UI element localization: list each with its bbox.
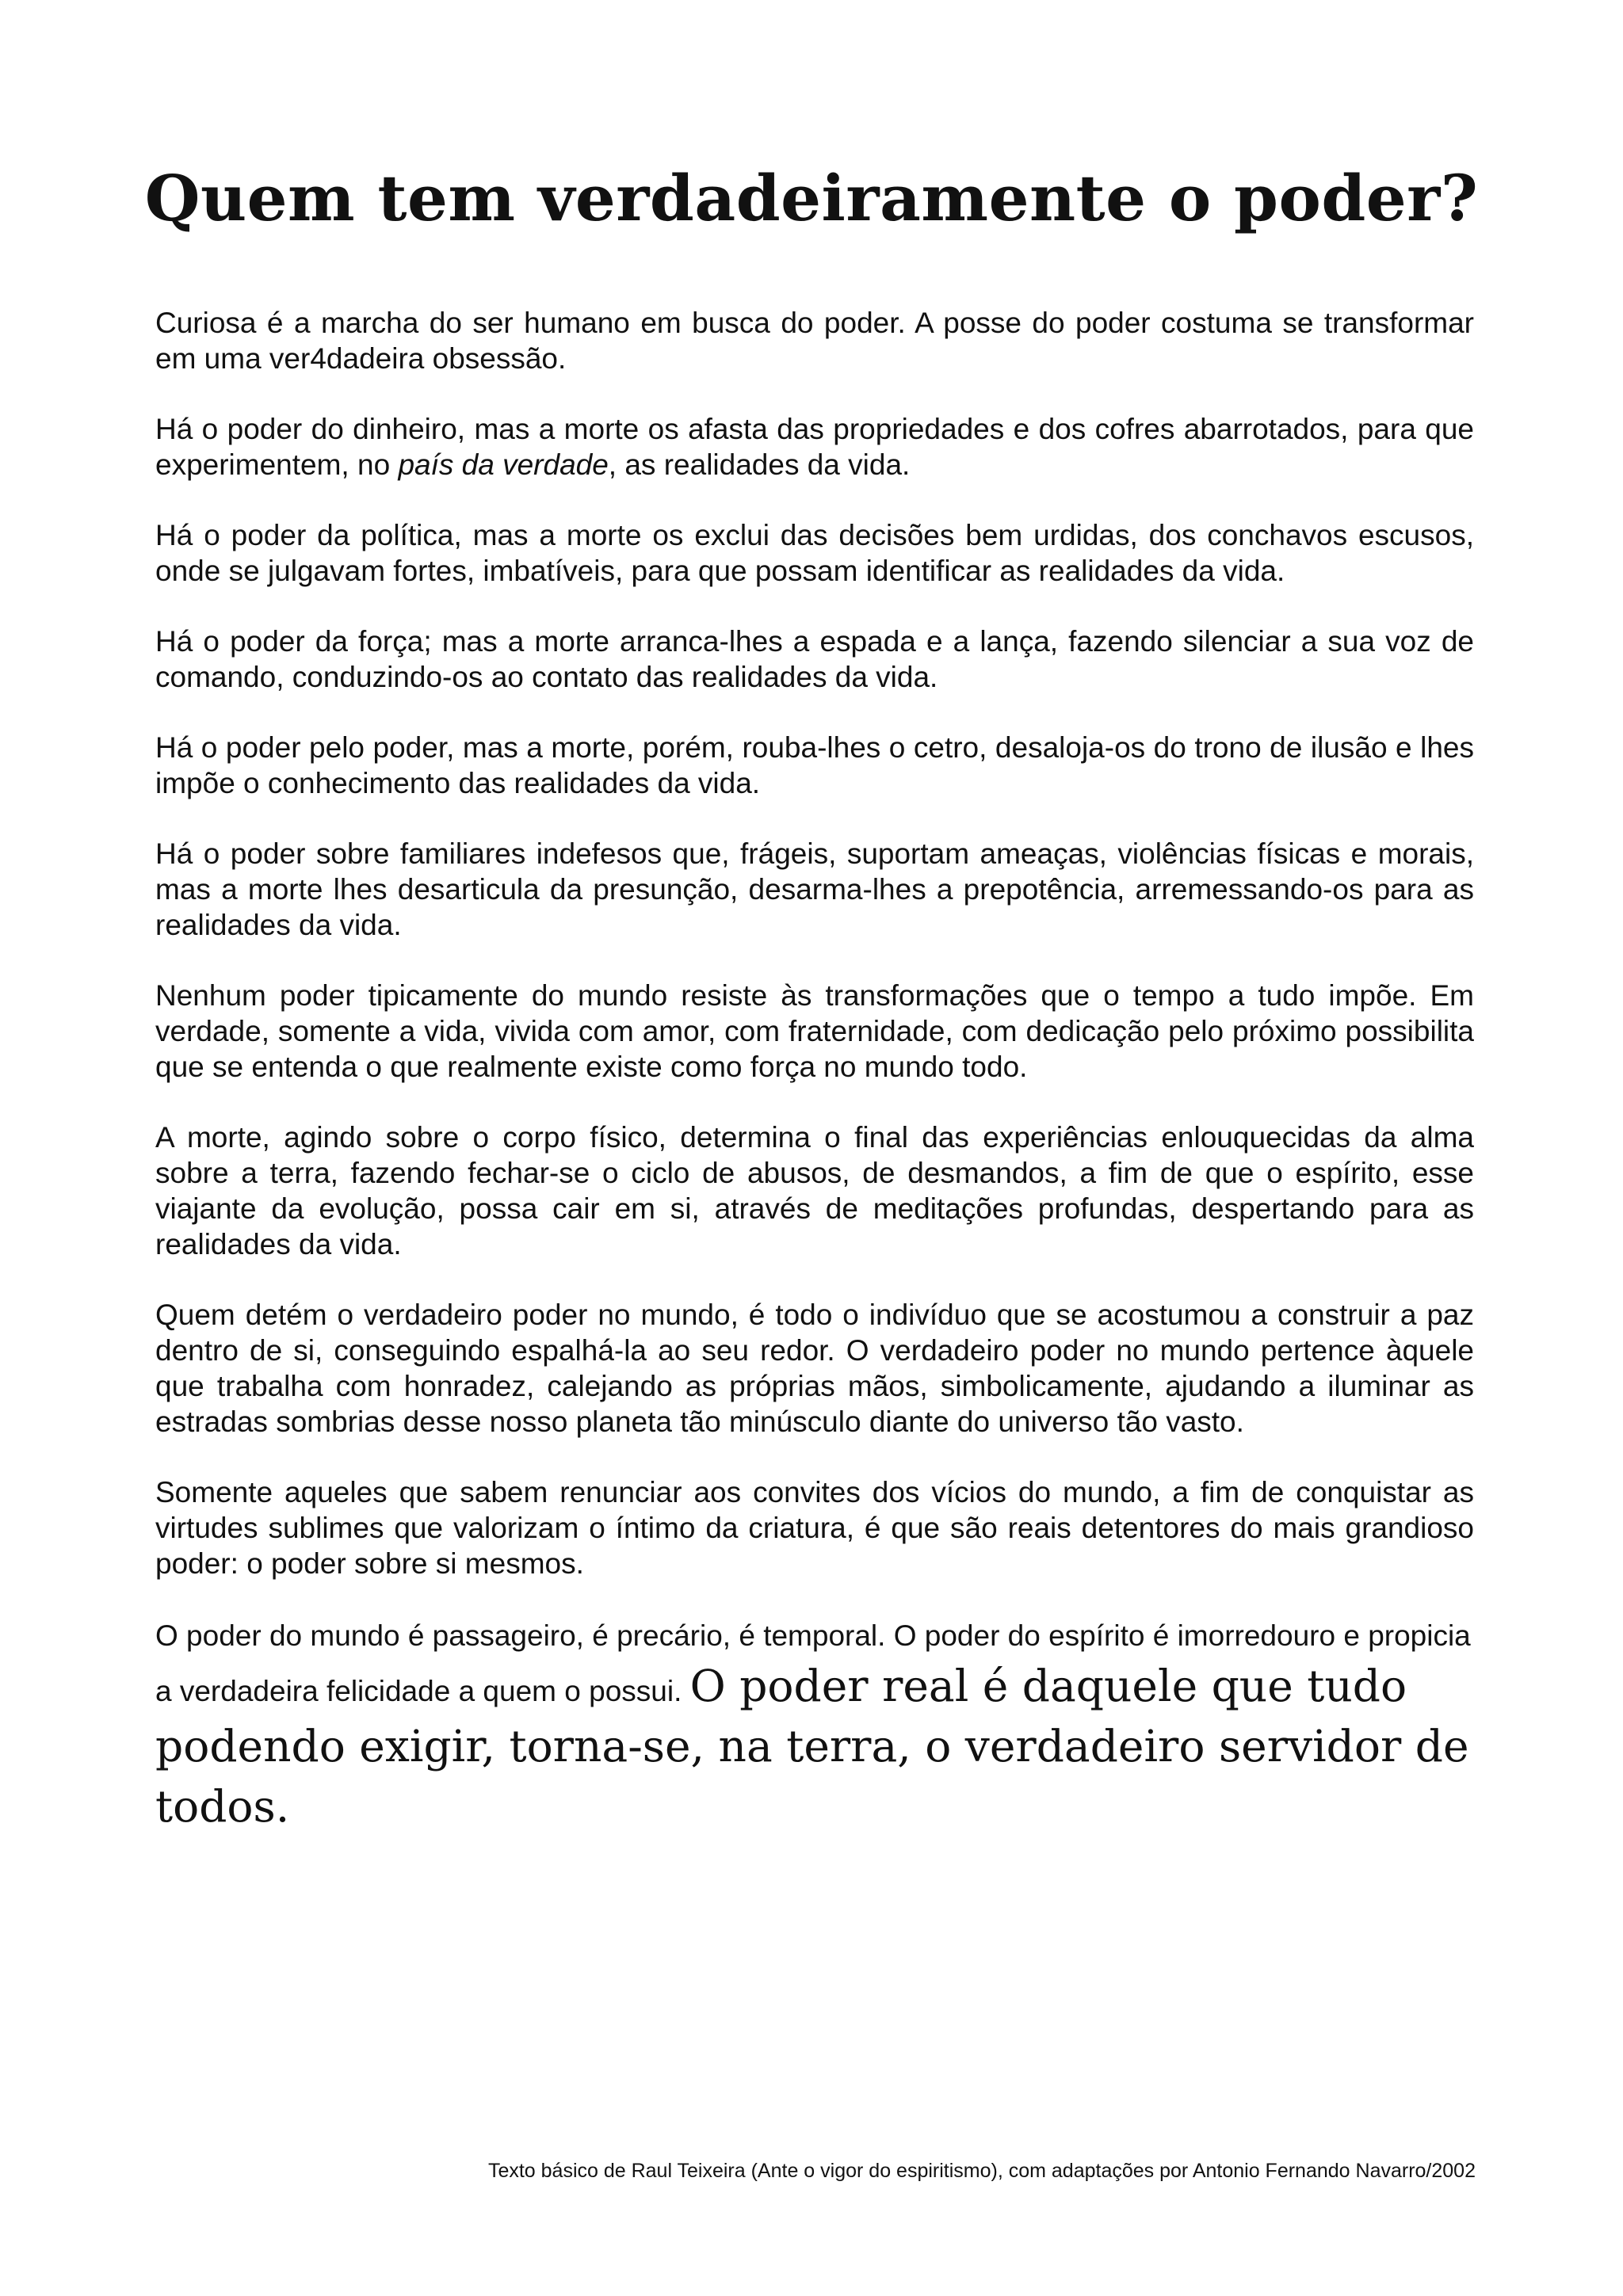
paragraph-money [155,411,1474,482]
paragraph-death: A morte, agindo sobre o corpo físico, determina o final das experiências enlouquecidas da alma sobre a terra, fazendo fechar-se o ciclo de abusos, de desmandos, a fim de que o espírito, esse viajante da evolução, possa cair em si, através de meditações profundas, despertando para as realidades da vida. [155,1121,1474,1261]
paragraph-money-start: Há o poder do dinheiro, mas a morte os afasta das propriedades e dos cofres abarrotados, para que experimentem, no [155,413,1474,481]
paragraph-true-power: Quem detém o verdadeiro poder no mundo, é todo o indivíduo que se acostumou a construir a paz dentro de si, conseguindo espalhá-la ao seu redor. O verdadeiro poder no mundo pertence àquele que trabalha com honradez, calejando as próprias mãos, simbolicamente, ajudando a iluminar as estradas sombrias desse nosso planeta tão minúsculo diante do universo tão vasto. [155,1299,1474,1438]
closing-highlight: O poder real é daquele que tudo podendo exigir, torna-se, na terra, o verdadeiro servidor de todos. [155,1661,1469,1832]
document-body [155,305,1474,1871]
paragraph-renounce: Somente aqueles que sabem renunciar aos convites dos vícios do mundo, a fim de conquistar as virtudes sublimes que valorizam o íntimo da criatura, é que são reais detentores do mais grandioso poder: o poder sobre si mesmos. [155,1476,1474,1580]
paragraph-force: Há o poder da força; mas a morte arranca-lhes a espada e a lança, fazendo silenciar a sua voz de comando, conduzindo-os ao contato das realidades da vida. [155,625,1474,693]
paragraph-no-worldly-power: Nenhum poder tipicamente do mundo resiste às transformações que o tempo a tudo impõe. Em verdade, somente a vida, vivida com amor, com fraternidade, com dedicação pelo próximo possibilita que se entenda o que realmente existe como força no mundo todo. [155,979,1474,1083]
paragraph-intro: Curiosa é a marcha do ser humano em busca do poder. A posse do poder costuma se transformar em uma ver4dadeira obsessão. [155,307,1474,375]
paragraph-politics: Há o poder da política, mas a morte os exclui das decisões bem urdidas, dos conchavos escusos, onde se julgavam fortes, imbatíveis, para que possam identificar as realidades da vida. [155,519,1474,587]
document-title: Quem tem verdadeiramente o poder? [144,161,1479,235]
emphasis-pais-da-verdade: país da verdade [398,448,609,481]
closing-text: O poder do mundo é passageiro, é precário, é temporal. O poder do espírito é imorredouro e propicia a verdadeira felicidade a quem o possui. [155,1619,1471,1707]
paragraph-family: Há o poder sobre familiares indefesos que, frágeis, suportam ameaças, violências físicas e morais, mas a morte lhes desarticula da presunção, desarma-lhes a prepotência, arremessando-os para as realidades da vida. [155,837,1474,941]
paragraph-closing [155,1616,1474,1836]
paragraph-power-for-power: Há o poder pelo poder, mas a morte, porém, rouba-lhes o cetro, desaloja-os do trono de ilusão e lhes impõe o conhecimento das realidades da vida. [155,731,1474,799]
paragraph-money-end: , as realidades da vida. [608,448,911,481]
footer-attribution: Texto básico de Raul Teixeira (Ante o vigor do espiritismo), com adaptações por Antonio Fernando Navarro/2002 [487,2160,1476,2182]
